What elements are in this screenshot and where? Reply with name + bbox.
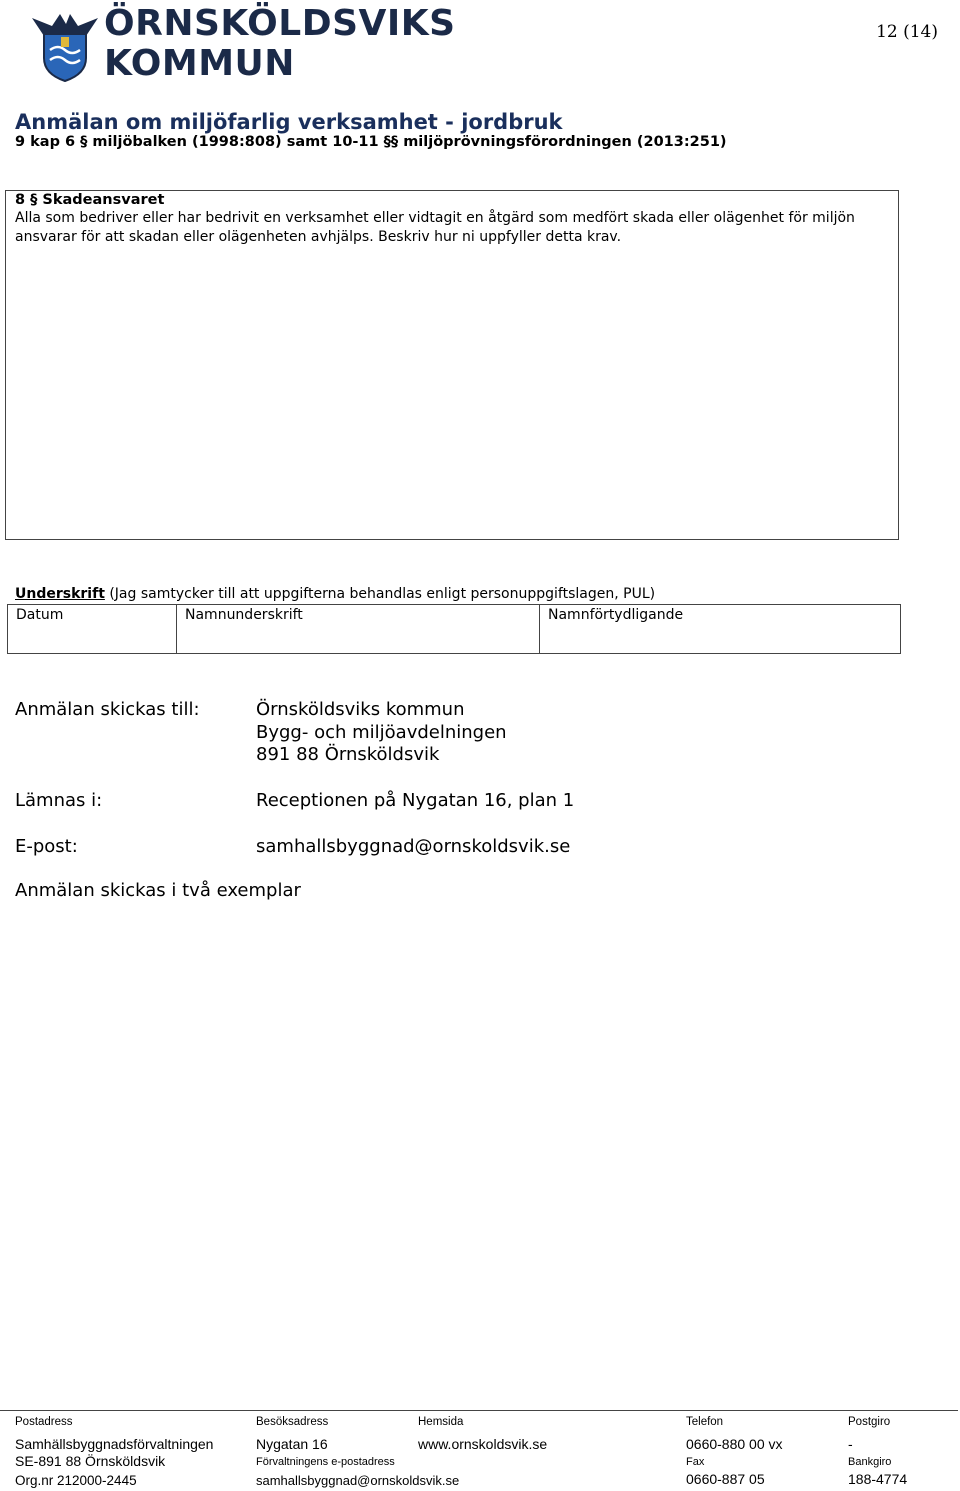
date-label: Datum bbox=[16, 607, 64, 623]
signature-label-rest: (Jag samtycker till att uppgifterna behandlas enligt personuppgiftslagen, PUL) bbox=[104, 586, 656, 602]
address-line: 891 88 Örnsköldsvik bbox=[256, 744, 440, 765]
fax-value: 0660-887 05 bbox=[686, 1471, 765, 1487]
coat-of-arms-icon bbox=[30, 10, 100, 82]
telefon-value: 0660-880 00 vx bbox=[686, 1436, 783, 1452]
postgiro-value: - bbox=[848, 1436, 853, 1452]
deliver-label: Lämnas i: bbox=[15, 790, 103, 811]
logo-line2: KOMMUN bbox=[104, 43, 295, 84]
date-field[interactable] bbox=[8, 605, 176, 653]
address-line: Bygg- och miljöavdelningen bbox=[256, 721, 507, 743]
email-link[interactable]: samhallsbyggnad@ornskoldsvik.se bbox=[256, 836, 571, 857]
send-to-label: Anmälan skickas till: bbox=[15, 699, 200, 720]
postadress-heading: Postadress bbox=[15, 1416, 73, 1428]
signature-field[interactable] bbox=[176, 605, 539, 653]
epost-link[interactable]: samhallsbyggnad@ornskoldsvik.se bbox=[256, 1473, 460, 1488]
fax-heading: Fax bbox=[686, 1456, 705, 1468]
document-title: Anmälan om miljöfarlig verksamhet - jordbruk bbox=[15, 110, 563, 134]
postadress-line2: SE-891 88 Örnsköldsvik bbox=[15, 1453, 166, 1469]
hemsida-link[interactable]: www.ornskoldsvik.se bbox=[418, 1436, 548, 1452]
signature-label-bold: Underskrift bbox=[15, 586, 105, 602]
address-line: Örnsköldsviks kommun bbox=[256, 699, 465, 720]
deliver-value: Receptionen på Nygatan 16, plan 1 bbox=[256, 790, 575, 811]
section-heading: 8 § Skadeansvaret bbox=[15, 192, 165, 208]
hemsida-heading: Hemsida bbox=[418, 1416, 464, 1428]
besoksadress-value: Nygatan 16 bbox=[256, 1436, 328, 1452]
signature-table bbox=[7, 604, 901, 654]
send-to-address bbox=[256, 699, 507, 767]
logo-wordmark bbox=[104, 4, 456, 84]
org-number: Org.nr 212000-2445 bbox=[15, 1473, 137, 1488]
besoksadress-heading: Besöksadress bbox=[256, 1416, 329, 1428]
email-label: E-post: bbox=[15, 836, 78, 857]
postgiro-heading: Postgiro bbox=[848, 1416, 891, 1428]
copies-note: Anmälan skickas i två exemplar bbox=[15, 880, 301, 901]
epost-heading: Förvaltningens e-postadress bbox=[256, 1456, 395, 1468]
telefon-heading: Telefon bbox=[686, 1416, 724, 1428]
document-subtitle: 9 kap 6 § miljöbalken (1998:808) samt 10-11 §§ miljöprövningsförordningen (2013:251) bbox=[15, 134, 727, 150]
name-clarification-field[interactable] bbox=[539, 605, 900, 653]
signature-name-label: Namnunderskrift bbox=[185, 607, 303, 623]
page-number: 12 (14) bbox=[876, 22, 938, 42]
section-instructions: Alla som bedriver eller har bedrivit en verksamhet eller vidtagit en åtgärd som medfört skada eller olägenhet för miljön ansvarar för att skadan eller olägenheten avhjälps. Beskriv hur ni uppfyller detta krav. bbox=[15, 210, 855, 245]
signature-label bbox=[15, 586, 655, 602]
footer-divider bbox=[0, 1410, 958, 1411]
logo-line1: ÖRNSKÖLDSVIKS bbox=[104, 3, 456, 44]
bankgiro-value: 188-4774 bbox=[848, 1471, 908, 1487]
bankgiro-heading: Bankgiro bbox=[848, 1456, 892, 1468]
postadress-line1: Samhällsbyggnadsförvaltningen bbox=[15, 1436, 214, 1452]
name-clarification-label: Namnförtydligande bbox=[548, 607, 684, 623]
